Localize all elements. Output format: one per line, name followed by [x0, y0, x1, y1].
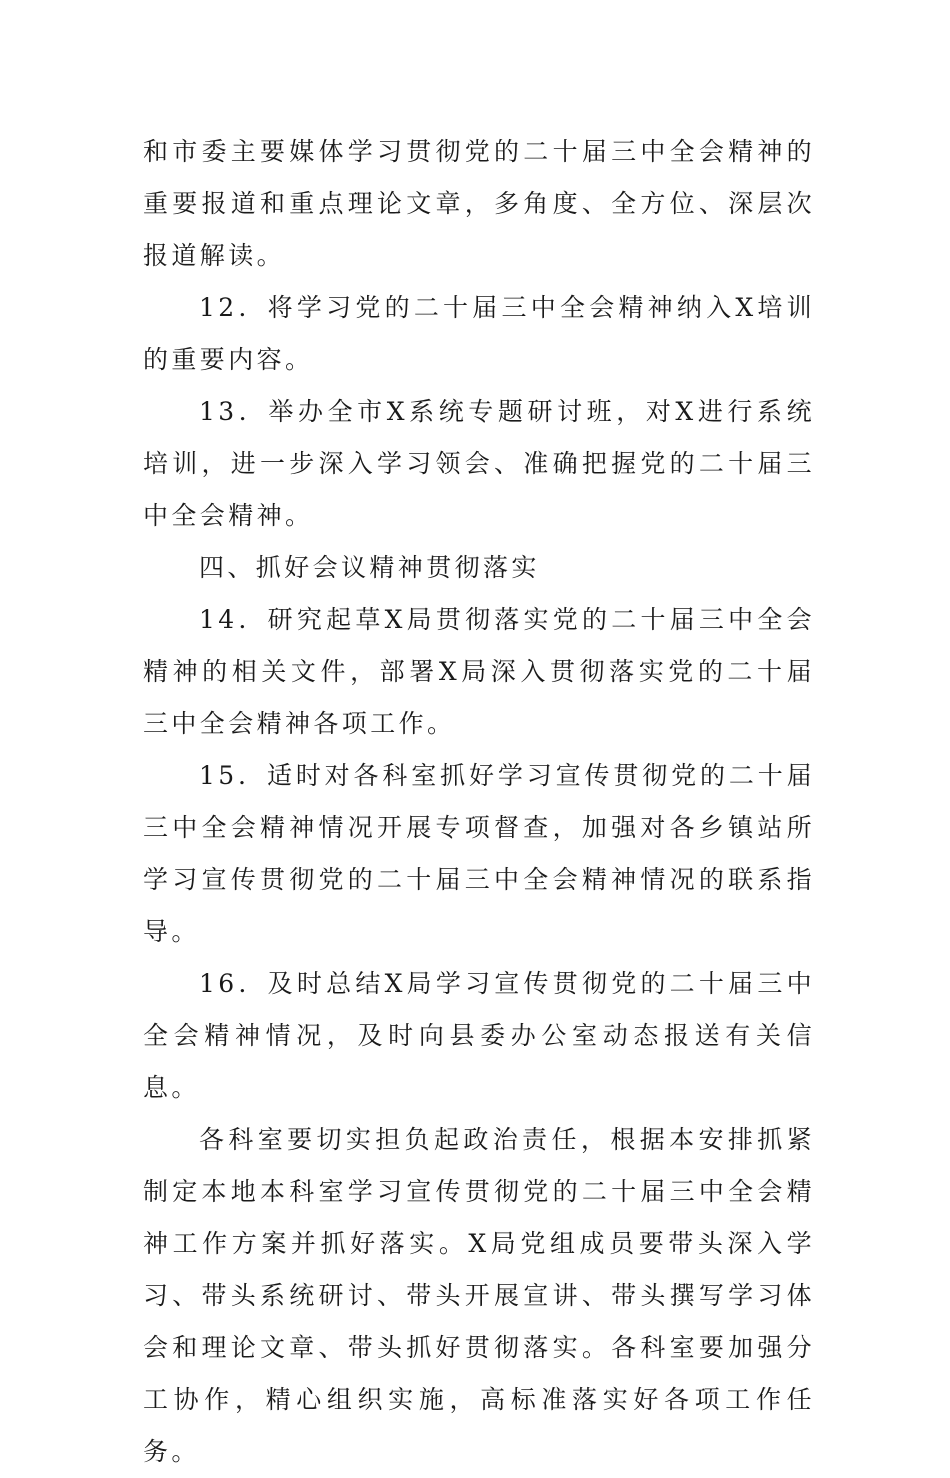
paragraph-continuation: 和市委主要媒体学习贯彻党的二十届三中全会精神的重要报道和重点理论文章，多角度、全方位、深层次报道解读。 — [143, 137, 815, 270]
paragraph-item-16: 16．及时总结X局学习宣传贯彻党的二十届三中全会精神情况，及时向县委办公室动态报送有关信息。 — [143, 969, 815, 1102]
section-heading-4: 四、抓好会议精神贯彻落实 — [199, 553, 540, 582]
paragraph-item-15: 15．适时对各科室抓好学习宣传贯彻党的二十届三中全会精神情况开展专项督查，加强对各乡镇站所学习宣传贯彻党的二十届三中全会精神情况的联系指导。 — [143, 761, 815, 946]
paragraph-closing: 各科室要切实担负起政治责任，根据本安排抓紧制定本地本科室学习宣传贯彻党的二十届三中全会精神工作方案并抓好落实。X局党组成员要带头深入学习、带头系统研讨、带头开展宣讲、带头撰写学习体会和理论文章、带头抓好贯彻落实。各科室要加强分工协作，精心组织实施，高标准落实好各项工作任务。 — [143, 1125, 815, 1466]
paragraph-item-14: 14．研究起草X局贯彻落实党的二十届三中全会精神的相关文件，部署X局深入贯彻落实党的二十届三中全会精神各项工作。 — [143, 605, 815, 738]
paragraph-item-12: 12．将学习党的二十届三中全会精神纳入X培训的重要内容。 — [143, 293, 815, 374]
document-body — [143, 126, 815, 1478]
paragraph-item-13: 13．举办全市X系统专题研讨班，对X进行系统培训，进一步深入学习领会、准确把握党的二十届三中全会精神。 — [143, 397, 815, 530]
